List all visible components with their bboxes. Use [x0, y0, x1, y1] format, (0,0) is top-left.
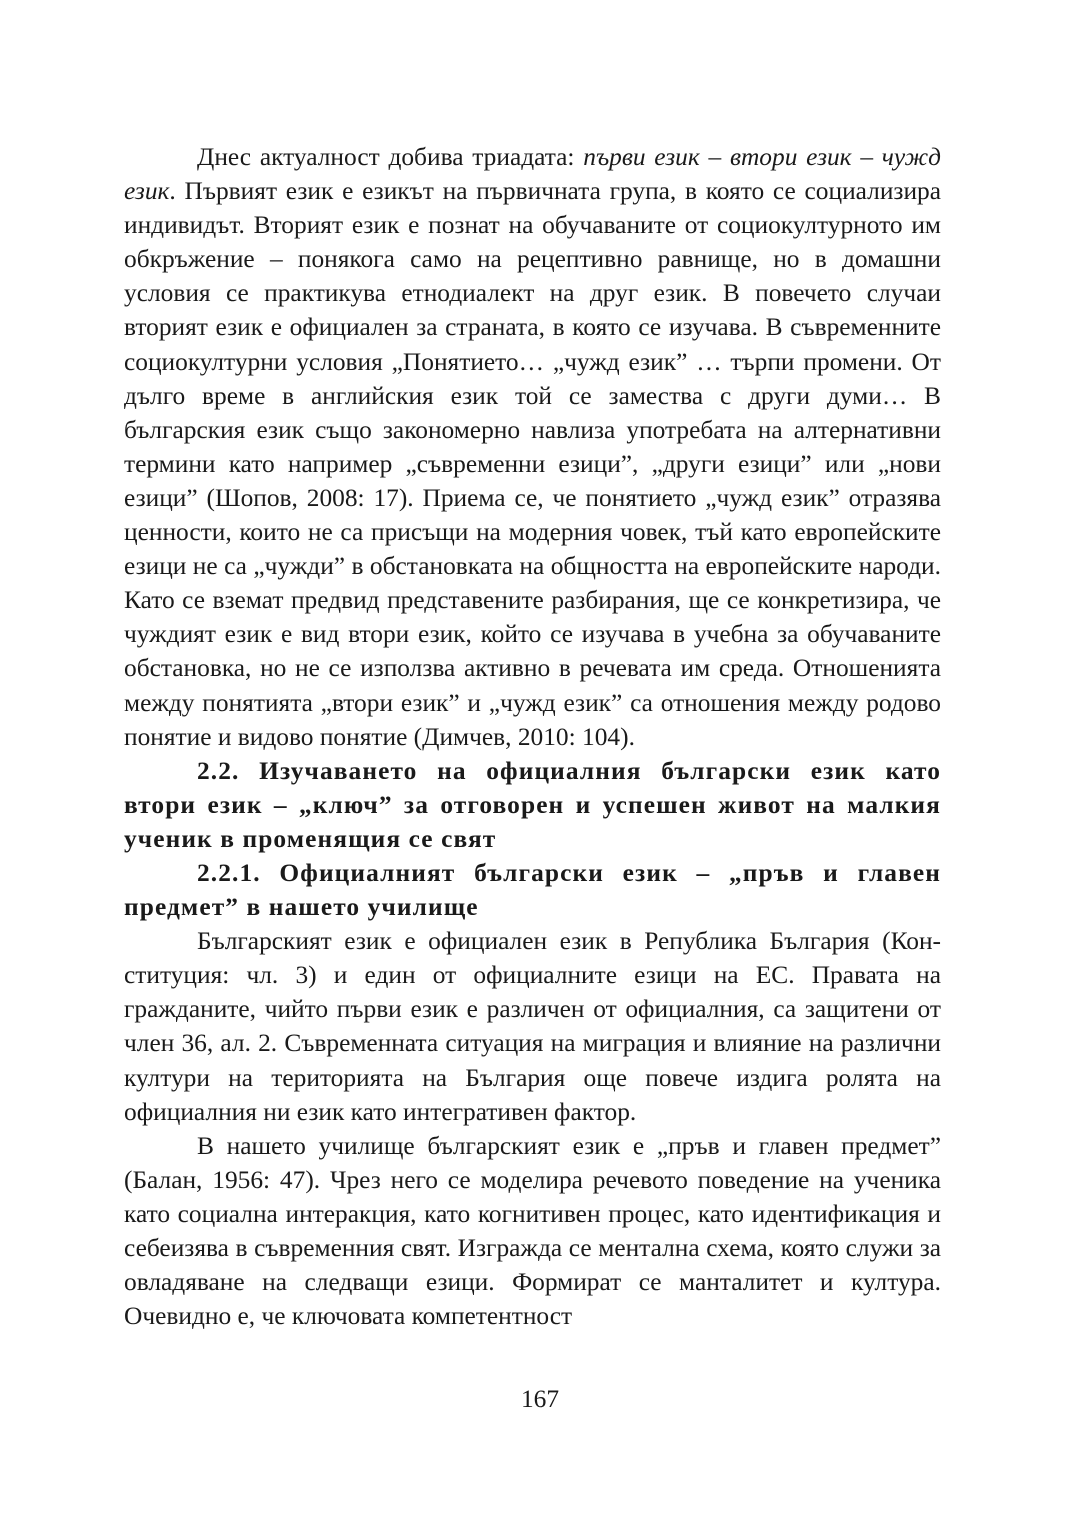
section-heading-2-2: 2.2. Изучаването на официалния български език като втори език – „ключ” за отговорен и успешен живот на малкия ученик в променящия се свят: [124, 756, 941, 853]
paragraph-main-subject: В нашето училище българският език е „пръв и главен предмет” (Балан, 1956: 47). Чрез него се моделира речевото поведение на ученика като социална интеракция, като когнитивен процес, като идентификация и себеизява в съвременния свят. Изгражда се ментална схема, която служи за овладяване на следващи езици. Формират се манталитет и култура. Очевидно е, че ключовата компетентност: [124, 1131, 941, 1331]
page-number: 167: [520, 1385, 560, 1413]
page-body: [124, 140, 941, 1333]
paragraph-body-text: . Първият език е езикът на първичната група, в която се социализира индивидът. Вторият език е познат на обучаваните от социокултурното им обкръжение – понякога само на рецептивно равнище, но в домашни условия се практикува етнодиалект на друг език. В повечето случаи вторият език е официален за страната, в която се изучава. В съвременните социокултурни условия „Понятието… „чужд език” … търпи промени. От дълго време в английския език той се замества с други думи… В българския език също закономерно навлиза употребата на алтернативни термини като например „съвременни езици”, „други езици” или „нови езици” (Шопов, 2008: 17). Приема се, че понятието „чужд език” отразява ценности, които не са присъщи на модерния човек, тъй като европейските езици не са „чужди” в обстановката на общността на европейските народи. Като се вземат предвид представените разбирания, ще се конкретизира, че чуждият език е вид втори език, който се изучава в учебна за обучаваните обстановка, но не се използва активно в речевата им среда. Отношенията между понятията „втори език” и „чужд език” са отношения между родово понятие и видово понятие (Димчев, 2010: 104).: [124, 177, 941, 751]
section-heading-2-2-1: 2.2.1. Официалният български език – „пръв и главен предмет” в нашето училище: [124, 858, 941, 922]
paragraph-language-triad: [124, 140, 941, 754]
triad-italic-text: първи език – втори език – чужд език: [124, 143, 941, 206]
paragraph-intro-text: Днес актуалност добива триадата:: [197, 143, 584, 171]
paragraph-official-language: Българският език е официален език в Република България (Конституция: чл. 3) и един от официалните езици на ЕС. Правата на гражданите, чийто първи език е различен от официалния, са защитени от член 36, ал. 2. Съвременната ситуация на миграция и влияние на различни култури на територията на България още повече издига ролята на официалния ни език като интегративен фактор.: [124, 927, 941, 1126]
